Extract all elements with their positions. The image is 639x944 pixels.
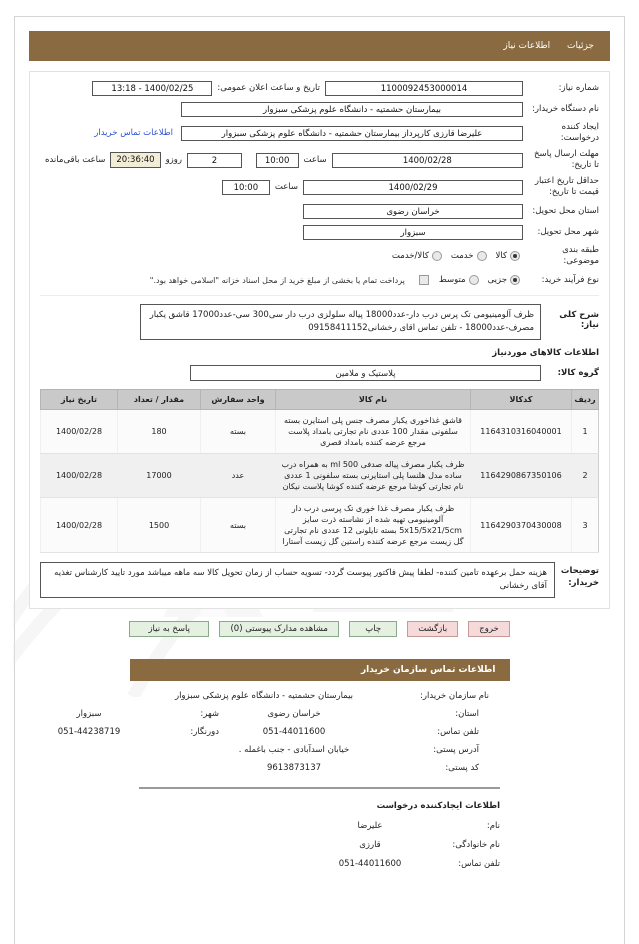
cell-quantity: 180	[118, 410, 201, 454]
answer-need-button[interactable]: پاسخ به نیاز	[129, 621, 209, 637]
print-button[interactable]: چاپ	[349, 621, 397, 637]
creator-first-name-label: نام:	[486, 821, 500, 831]
cell-index: 2	[572, 454, 599, 498]
row-goods-group	[40, 365, 599, 381]
validity-date-value: 1400/02/29	[303, 180, 523, 195]
radio-category-goods-service[interactable]	[432, 251, 442, 261]
validity-time-value: 10:00	[222, 180, 270, 195]
goods-section-title: اطلاعات کالاهای موردنیاز	[492, 348, 599, 358]
label-category-goods: کالا	[495, 251, 507, 261]
label-process-medium: متوسط	[438, 275, 466, 285]
creator-last-name-value: قارزی	[359, 840, 381, 850]
deadline-label: مهلت ارسال پاسخ تا تاریخ:	[534, 149, 599, 170]
row-creator-phone	[29, 859, 610, 869]
cell-code: 1164310316040001	[471, 410, 572, 454]
creator-section-title: اطلاعات ایجادکننده درخواست	[376, 801, 500, 811]
col-code: کدکالا	[471, 390, 572, 410]
col-unit: واحد سفارش	[201, 390, 276, 410]
table-row	[41, 498, 599, 553]
radio-process-medium[interactable]	[469, 275, 479, 285]
treasury-payment-note: پرداخت تمام یا بخشی از مبلغ خرید از محل اسناد خزانه "اسلامی خواهد بود."	[149, 275, 405, 285]
row-category	[40, 245, 599, 267]
creator-first-name-value: علیرضا	[357, 821, 383, 831]
page-container	[14, 16, 625, 944]
goods-group-label: گروه کالا:	[557, 368, 599, 378]
buyer-remarks-text: هزینه حمل برعهده تامین کننده- لطفا پیش فاکتور پیوست گردد- تسویه حساب از زمان تحویل کالا سه ماهه میباشد مورد تایید کارشناس تغذیه آقای رخشانی	[40, 562, 555, 598]
row-deadline	[40, 149, 599, 171]
label-category-goods-service: کالا/خدمت	[391, 251, 429, 261]
cell-date: 1400/02/28	[41, 454, 118, 498]
top-tab-bar	[29, 31, 610, 61]
city-label: شهر محل تحویل:	[537, 226, 599, 237]
table-row	[41, 410, 599, 454]
contact-address-value: خیابان اسدآبادی - جنب باغمله .	[238, 745, 350, 755]
remaining-label: ساعت باقی‌مانده	[45, 155, 106, 165]
contact-fax-value: 051-44238719	[57, 727, 121, 737]
row-process-type	[40, 272, 599, 288]
tab-need-info[interactable]: اطلاعات نیاز	[503, 41, 551, 51]
label-process-minor: جزیی	[487, 275, 507, 285]
cell-name: ظرف یکبار مصرف غذا خوری تک پرسی درب دار آلومینیومی تهیه شده از نشاسته ذرت سایز 5x15/5x21/5cm بسته نایلونی 12 عددی نام تجارتی گل زیست مرجع عرضه کننده راستین گل زیست آستارا	[276, 498, 471, 553]
cell-unit: بسته	[201, 410, 276, 454]
contact-city-value: سبزوار	[76, 709, 102, 719]
creator-phone-label: تلفن تماس:	[458, 859, 500, 869]
contact-postal-value: 9613873137	[266, 763, 322, 773]
row-need-number	[40, 80, 599, 96]
contact-address-label: آدرس پستی:	[433, 745, 479, 755]
remaining-days-value: 2	[187, 153, 242, 168]
cell-index: 3	[572, 498, 599, 553]
row-creator	[40, 122, 599, 144]
goods-table-head	[41, 390, 599, 410]
remaining-days-label: روزو	[165, 155, 182, 165]
validity-label: حداقل تاریخ اعتبار قیمت تا تاریخ:	[534, 176, 599, 197]
cell-date: 1400/02/28	[41, 410, 118, 454]
creator-label: ایجاد کننده درخواست:	[560, 122, 599, 143]
validity-time-label: ساعت	[274, 182, 298, 192]
cell-date: 1400/02/28	[41, 498, 118, 553]
contact-divider	[139, 787, 500, 789]
row-city	[40, 224, 599, 240]
row-creator-last-name	[29, 840, 610, 850]
contact-province-value: خراسان رضوی	[267, 709, 321, 719]
tab-details[interactable]: جزئیات	[567, 41, 594, 51]
goods-group-value: پلاستیک و ملامین	[190, 365, 541, 381]
general-description-label: شرح کلی نیاز:	[559, 310, 599, 330]
creator-last-name-label: نام خانوادگی:	[452, 840, 500, 850]
action-button-bar	[15, 621, 624, 637]
deadline-time-value: 10:00	[256, 153, 299, 168]
process-label: نوع فرآیند خرید:	[541, 274, 599, 285]
province-value: خراسان رضوی	[303, 204, 523, 219]
contact-section-body	[29, 681, 610, 869]
panel-divider	[40, 295, 599, 296]
announce-label: تاریخ و ساعت اعلان عمومی:	[217, 83, 320, 93]
deadline-date-value: 1400/02/28	[332, 153, 523, 168]
row-province	[40, 203, 599, 219]
col-quantity: مقدار / تعداد	[118, 390, 201, 410]
row-creator-first-name	[29, 821, 610, 831]
cell-unit: بسته	[201, 498, 276, 553]
creator-value: علیرضا قارزی کارپرداز بیمارستان حشمتیه - دانشگاه علوم پزشکی سبزوار	[181, 126, 523, 141]
contact-fax-label: دورنگار:	[190, 727, 219, 737]
exit-button[interactable]: خروج	[468, 621, 510, 637]
row-contact-postal	[29, 763, 610, 773]
row-contact-phone	[29, 727, 610, 737]
table-row	[41, 454, 599, 498]
label-category-service: خدمت	[450, 251, 474, 261]
cell-unit: عدد	[201, 454, 276, 498]
row-validity	[40, 176, 599, 198]
contact-city-label: شهر:	[200, 709, 219, 719]
row-contact-province	[29, 709, 610, 719]
need-number-value: 1100092453000014	[325, 81, 523, 96]
buyer-org-value: بیمارستان حشمتیه - دانشگاه علوم پزشکی سبزوار	[181, 102, 523, 117]
col-name: نام کالا	[276, 390, 471, 410]
row-contact-org	[29, 691, 610, 701]
general-description-text: ظرف آلومینیومی تک پرس درب دار-عدد18000 پیاله سلولزی درب دار سی300 سی-عدد17000 قاشق یکبار مصرف-عدد18000 - تلفن تماس اقای رخشانی09158411152	[140, 304, 541, 340]
creator-phone-value: 051-44011600	[338, 859, 402, 869]
deadline-time-label: ساعت	[303, 155, 327, 165]
category-label: طبقه بندی موضوعی:	[562, 245, 599, 266]
col-date: تاریخ نیاز	[41, 390, 118, 410]
checkbox-treasury-payment[interactable]	[419, 275, 429, 285]
cell-name: قاشق غذاخوری یکبار مصرف جنس پلی استایرن بسته سلفونی مقدار 100 عددی نام تجارتی بامداد پلاست مرجع عرضه کننده بامداد قصری	[276, 410, 471, 454]
need-number-label: شماره نیاز:	[558, 82, 599, 93]
contact-org-value: بیمارستان حشمتیه - دانشگاه علوم پزشکی سبزوار	[174, 691, 354, 701]
contact-phone-label: تلفن تماس:	[437, 727, 479, 737]
cell-quantity: 17000	[118, 454, 201, 498]
contact-postal-label: کد پستی:	[445, 763, 479, 773]
buyer-org-label: نام دستگاه خریدار:	[532, 103, 599, 114]
countdown-timer: 20:36:40	[110, 152, 160, 168]
row-buyer-org	[40, 101, 599, 117]
row-buyer-remarks	[40, 562, 599, 598]
contact-phone-value: 051-44011600	[262, 727, 326, 737]
row-general-description	[40, 304, 599, 340]
cell-index: 1	[572, 410, 599, 454]
col-index: ردیف	[572, 390, 599, 410]
goods-table	[40, 389, 599, 553]
buyer-contact-link[interactable]: اطلاعات تماس خریدار	[94, 128, 173, 138]
goods-table-header-row	[41, 390, 599, 410]
cell-quantity: 1500	[118, 498, 201, 553]
city-value: سبزوار	[303, 225, 523, 240]
cell-code: 1164290370430008	[471, 498, 572, 553]
radio-process-minor[interactable]	[510, 275, 520, 285]
province-label: استان محل تحویل:	[532, 205, 599, 216]
announce-value: 1400/02/25 - 13:18	[92, 81, 212, 96]
view-attachments-button[interactable]: مشاهده مدارک پیوستی (0)	[219, 621, 339, 637]
contact-section-header: اطلاعات تماس سازمان خریدار	[130, 659, 510, 681]
buyer-remarks-label: توضیحات خریدار:	[560, 566, 599, 588]
cell-name: ظرف یکبار مصرف پیاله صدفی 500 ml به همراه درب ساده مدل هلنسا پلی استایرنی بسته سلفونی 1 عددی نام تجارتی کوشا مرجع عرضه کننده کوشا پلاست نیکان	[276, 454, 471, 498]
row-contact-address	[29, 745, 610, 755]
back-button[interactable]: بازگشت	[407, 621, 458, 637]
radio-category-service[interactable]	[477, 251, 487, 261]
radio-category-goods[interactable]	[510, 251, 520, 261]
goods-table-body	[41, 410, 599, 553]
cell-code: 1164290867350106	[471, 454, 572, 498]
contact-org-label: نام سازمان خریدار:	[420, 691, 489, 701]
need-details-panel	[29, 71, 610, 609]
contact-province-label: استان:	[455, 709, 479, 719]
